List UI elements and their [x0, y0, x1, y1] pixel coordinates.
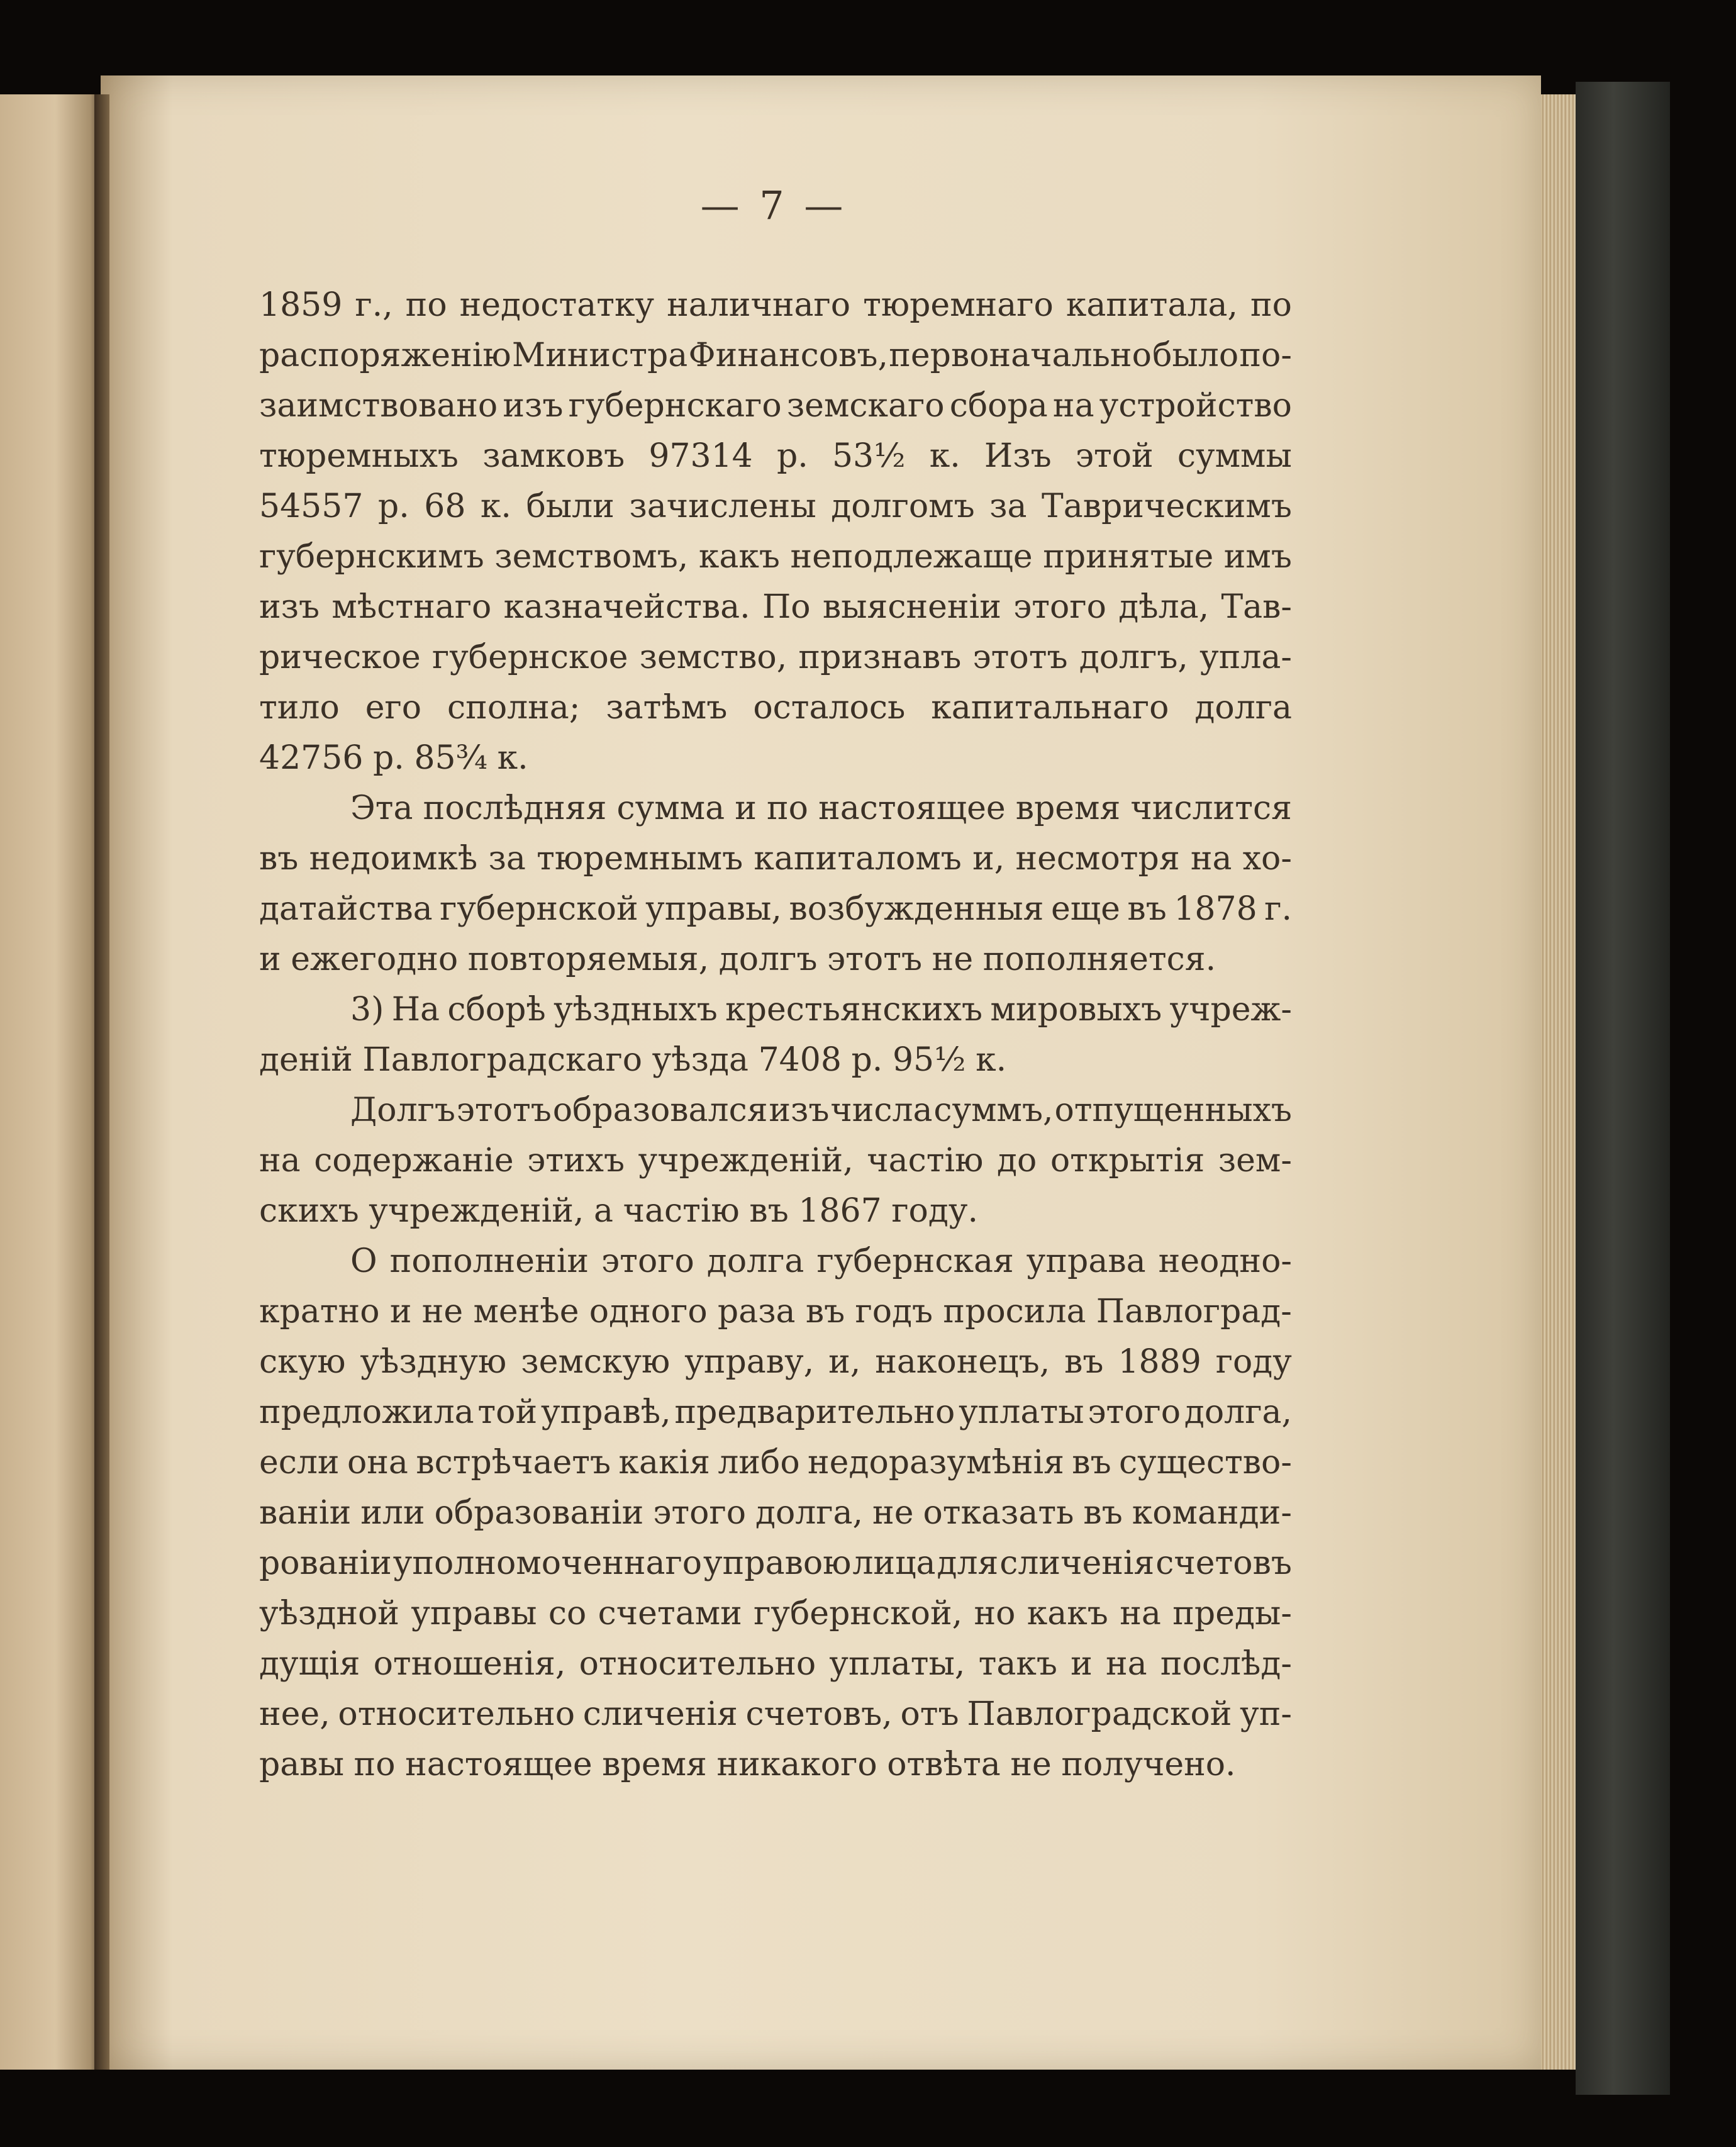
text-line	[259, 1337, 1292, 1387]
word: управа	[1026, 1242, 1146, 1280]
word: по	[1250, 286, 1292, 324]
word: отъ	[900, 1695, 959, 1733]
word: какъ	[698, 538, 780, 576]
word: за	[989, 488, 1027, 525]
word: суммъ,	[933, 1091, 1054, 1129]
word: неодно-	[1158, 1242, 1292, 1280]
word: скую	[259, 1343, 346, 1381]
word: если	[259, 1444, 340, 1481]
text-line	[259, 431, 1292, 481]
word: тило	[259, 689, 340, 727]
word: учрежденій,	[638, 1142, 854, 1179]
word: уѣздныхъ	[554, 991, 718, 1029]
text-line	[259, 733, 1292, 783]
word: на	[259, 1142, 301, 1179]
word: за	[488, 840, 526, 878]
word: р.	[373, 739, 404, 777]
word: деній	[259, 1041, 353, 1079]
word: числа	[830, 1091, 933, 1129]
word: капитала,	[1066, 286, 1238, 324]
word: 1889	[1118, 1343, 1201, 1381]
text-line	[259, 280, 1292, 330]
word: на	[1190, 840, 1232, 878]
word: для	[937, 1544, 999, 1582]
word: крестьянскихъ	[725, 991, 983, 1029]
word: она	[347, 1444, 408, 1481]
word: долга,	[1184, 1393, 1292, 1431]
word: тюремнаго	[863, 286, 1054, 324]
word: долгомъ	[831, 488, 975, 525]
word: какъ	[1027, 1595, 1108, 1632]
word: 42756	[259, 739, 364, 777]
text-line	[259, 1035, 1292, 1085]
word: команди-	[1132, 1494, 1292, 1532]
word: по	[353, 1746, 396, 1783]
word: году.	[891, 1192, 979, 1230]
word: въ	[1064, 1343, 1104, 1381]
word: земскую	[521, 1343, 670, 1381]
text-line	[259, 1085, 1292, 1135]
word: рическое	[259, 639, 421, 676]
word: изъ	[503, 387, 564, 425]
word: изъ	[769, 1091, 830, 1129]
page-stack-edges	[1541, 94, 1579, 2070]
word: имъ	[1223, 538, 1292, 576]
word: уполномоченнаго	[392, 1544, 703, 1582]
word: 1878	[1174, 890, 1257, 928]
word: частію	[867, 1142, 984, 1179]
word: губернской	[440, 890, 638, 928]
word: сполна;	[447, 689, 581, 727]
word: году	[1215, 1343, 1292, 1381]
word: образованіи	[434, 1494, 644, 1532]
word: дѣла,	[1118, 588, 1210, 626]
word: настоящее	[818, 789, 1006, 827]
word: этотъ	[972, 639, 1068, 676]
word: распоряженію	[259, 337, 511, 374]
word: и	[259, 940, 281, 978]
text-line	[259, 1186, 1292, 1236]
word: но	[974, 1595, 1016, 1632]
word: долгъ,	[1079, 639, 1188, 676]
word: суммы	[1177, 437, 1292, 475]
word: никакого	[716, 1746, 877, 1783]
word: не	[1010, 1746, 1052, 1783]
word: зачислены	[629, 488, 816, 525]
text-line	[259, 884, 1292, 934]
word: еще	[1050, 890, 1120, 928]
word: отказать	[923, 1494, 1074, 1532]
word: не	[872, 1494, 914, 1532]
text-line	[259, 1689, 1292, 1739]
word: въ	[259, 840, 299, 878]
word: дущія	[259, 1645, 360, 1683]
word: его	[365, 689, 422, 727]
word: просила	[943, 1293, 1086, 1330]
word: послѣдняя	[423, 789, 607, 827]
word: наличнаго	[667, 286, 851, 324]
text-line	[259, 1538, 1292, 1588]
word: 85¾	[414, 739, 488, 777]
word: образовался	[552, 1091, 768, 1129]
word: относительно	[579, 1645, 816, 1683]
word: Павлоградскаго	[362, 1041, 643, 1079]
word: существо-	[1119, 1444, 1292, 1481]
word: въ	[805, 1293, 845, 1330]
word: повторяемыя,	[467, 940, 709, 978]
text-line	[259, 481, 1292, 532]
word: сборѣ	[447, 991, 546, 1029]
word: этой	[1075, 437, 1154, 475]
word: 1859	[259, 286, 343, 324]
text-line	[259, 783, 1292, 834]
word: отпущенныхъ	[1054, 1091, 1292, 1129]
word: отношенія,	[373, 1645, 566, 1683]
text-line	[259, 1739, 1292, 1790]
word: осталось	[753, 689, 906, 727]
word: этихъ	[527, 1142, 625, 1179]
word: На	[391, 991, 440, 1029]
word: не	[932, 940, 974, 978]
word: 1867	[798, 1192, 882, 1230]
word: р.	[851, 1041, 883, 1079]
word: на	[1120, 1595, 1161, 1632]
text-line	[259, 1135, 1292, 1186]
word: мѣстнаго	[331, 588, 492, 626]
word: губернская	[816, 1242, 1014, 1280]
word: мировыхъ	[990, 991, 1162, 1029]
word: земство,	[639, 639, 787, 676]
word: Павлоград-	[1096, 1293, 1292, 1330]
word: казначейства.	[503, 588, 750, 626]
word: тюремнымъ	[537, 840, 743, 878]
word: Долгъ	[350, 1091, 455, 1129]
word: управы	[411, 1595, 537, 1632]
word: долга	[706, 1242, 804, 1280]
word: 68	[424, 488, 466, 525]
word: устройство	[1099, 387, 1292, 425]
word: 7408	[758, 1041, 842, 1079]
word: 97314	[648, 437, 753, 475]
word: этого	[1088, 1393, 1181, 1431]
word: управѣ,	[540, 1393, 671, 1431]
word: долгъ	[718, 940, 818, 978]
text-line	[259, 381, 1292, 431]
text-line	[259, 1236, 1292, 1286]
word: выясненіи	[822, 588, 1001, 626]
word: время	[1015, 789, 1121, 827]
word: признавъ	[798, 639, 962, 676]
word: капитальнаго	[931, 689, 1169, 727]
word: были	[526, 488, 615, 525]
book-gutter	[94, 94, 109, 2070]
word: г.	[1264, 890, 1292, 928]
text-line	[259, 1488, 1292, 1538]
word: датайства	[259, 890, 433, 928]
word: сличенія	[582, 1695, 738, 1733]
word: время	[602, 1746, 707, 1783]
word: скихъ	[259, 1192, 359, 1230]
text-line	[259, 582, 1292, 632]
word: долга	[1194, 689, 1292, 727]
page-number: — 7 —	[700, 182, 847, 228]
word: содержаніе	[314, 1142, 514, 1179]
word: 3)	[350, 991, 384, 1029]
word: Министра	[511, 337, 688, 374]
word: сбора	[949, 387, 1048, 425]
word: встрѣчаетъ	[416, 1444, 611, 1481]
word: равы	[259, 1746, 344, 1783]
word: Эта	[350, 789, 413, 827]
word: преды-	[1172, 1595, 1292, 1632]
word: въ	[1127, 890, 1167, 928]
word: на	[1106, 1645, 1147, 1683]
text-line	[259, 532, 1292, 582]
word: со	[548, 1595, 587, 1632]
word: получено.	[1061, 1746, 1236, 1783]
word: счетовъ,	[745, 1695, 893, 1733]
word: несмотря	[1015, 840, 1180, 878]
word: ваніи	[259, 1494, 352, 1532]
word: менѣе	[473, 1293, 579, 1330]
word: к.	[929, 437, 960, 475]
text-line	[259, 1588, 1292, 1639]
word: настоящее	[405, 1746, 593, 1783]
word: той	[477, 1393, 538, 1431]
word: этого	[653, 1494, 746, 1532]
word: предложила	[259, 1393, 474, 1431]
word: упла-	[1199, 639, 1292, 676]
word: уплаты	[959, 1393, 1084, 1431]
word: управы,	[645, 890, 782, 928]
word: учреж-	[1169, 991, 1292, 1029]
word: недостатку	[459, 286, 655, 324]
word: возбужденныя	[789, 890, 1044, 928]
word: хо-	[1242, 840, 1292, 878]
word: сличенія	[999, 1544, 1155, 1582]
word: этотъ	[827, 940, 923, 978]
word: рованіи	[259, 1544, 392, 1582]
word: к.	[480, 488, 511, 525]
word: долга,	[755, 1494, 864, 1532]
word: по	[405, 286, 447, 324]
word: изъ	[259, 588, 320, 626]
word: Таврическимъ	[1042, 488, 1292, 525]
word: учрежденій,	[369, 1192, 584, 1230]
word: счетами	[598, 1595, 742, 1632]
word: недоразумѣнія	[808, 1444, 1064, 1481]
word: уплаты,	[829, 1645, 965, 1683]
word: земскаго	[786, 387, 945, 425]
word: недоимкѣ	[309, 840, 478, 878]
word: относительно	[338, 1695, 576, 1733]
word: нее,	[259, 1695, 330, 1733]
text-line	[259, 834, 1292, 884]
word: или	[360, 1494, 425, 1532]
word: управою	[703, 1544, 852, 1582]
word: либо	[718, 1444, 800, 1481]
word: этого	[1013, 588, 1106, 626]
word: заимствовано	[259, 387, 498, 425]
book-cover	[1576, 82, 1670, 2095]
word: послѣд-	[1160, 1645, 1292, 1683]
word: Тав-	[1221, 588, 1292, 626]
word: к.	[976, 1041, 1007, 1079]
word: Изъ	[984, 437, 1052, 475]
text-line	[259, 1437, 1292, 1488]
word: губернское	[431, 639, 628, 676]
word: Павлоградской	[967, 1695, 1232, 1733]
word: р.	[377, 488, 409, 525]
word: и,	[972, 840, 1005, 878]
word: уѣздную	[360, 1343, 507, 1381]
word: управу,	[684, 1343, 815, 1381]
word: какія	[618, 1444, 710, 1481]
word: этотъ	[456, 1091, 552, 1129]
word: по	[767, 789, 808, 827]
text-line	[259, 1639, 1292, 1689]
left-page-edge	[0, 94, 101, 2070]
word: отвѣта	[887, 1746, 1001, 1783]
word: кратно	[259, 1293, 380, 1330]
text-line	[259, 330, 1292, 381]
word: По	[762, 588, 811, 626]
word: затѣмъ	[606, 689, 728, 727]
word: не	[421, 1293, 464, 1330]
word: одного	[589, 1293, 708, 1330]
text-line	[259, 934, 1292, 984]
text-line	[259, 632, 1292, 683]
word: первоначально	[889, 337, 1152, 374]
word: въ	[749, 1192, 789, 1230]
text-line	[259, 984, 1292, 1035]
word: пополненіи	[389, 1242, 589, 1280]
word: уп-	[1240, 1695, 1292, 1733]
word: ежегодно	[291, 940, 459, 978]
word: и	[735, 789, 757, 827]
word: этого	[601, 1242, 694, 1280]
word: годъ	[855, 1293, 933, 1330]
word: уѣзда	[652, 1041, 748, 1079]
word: и,	[828, 1343, 861, 1381]
word: на	[1052, 387, 1094, 425]
word: тюремныхъ	[259, 437, 459, 475]
word: р.	[776, 437, 808, 475]
word: сумма	[616, 789, 725, 827]
word: принятые	[1043, 538, 1214, 576]
word: Финансовъ,	[688, 337, 888, 374]
word: зем-	[1218, 1142, 1292, 1179]
text-line	[259, 1286, 1292, 1337]
word: 53½	[832, 437, 906, 475]
word: к.	[497, 739, 528, 777]
word: 54557	[259, 488, 364, 525]
word: пополняется.	[982, 940, 1216, 978]
word: частію	[623, 1192, 740, 1230]
word: и	[389, 1293, 412, 1330]
word: О	[350, 1242, 377, 1280]
word: до	[996, 1142, 1037, 1179]
word: губернскимъ	[259, 538, 484, 576]
text-line	[259, 683, 1292, 733]
word: капиталомъ	[754, 840, 962, 878]
word: лица	[852, 1544, 936, 1582]
word: губернскаго	[568, 387, 782, 425]
word: 95½	[892, 1041, 966, 1079]
word: было	[1152, 337, 1239, 374]
word: неподлежаще	[790, 538, 1033, 576]
word: земствомъ,	[494, 538, 689, 576]
word: губернской,	[754, 1595, 963, 1632]
word: по-	[1239, 337, 1292, 374]
word: открытія	[1050, 1142, 1205, 1179]
word: г.,	[355, 286, 393, 324]
word: числится	[1130, 789, 1292, 827]
word: въ	[1083, 1494, 1123, 1532]
word: предварительно	[674, 1393, 955, 1431]
word: наконецъ,	[875, 1343, 1050, 1381]
word: и	[1071, 1645, 1093, 1683]
body-text	[259, 280, 1292, 1790]
word: уѣздной	[259, 1595, 399, 1632]
word: замковъ	[482, 437, 625, 475]
word: раза	[717, 1293, 796, 1330]
text-line	[259, 1387, 1292, 1437]
word: а	[594, 1192, 614, 1230]
word: счетовъ	[1155, 1544, 1292, 1582]
word: такъ	[978, 1645, 1057, 1683]
word: въ	[1072, 1444, 1111, 1481]
